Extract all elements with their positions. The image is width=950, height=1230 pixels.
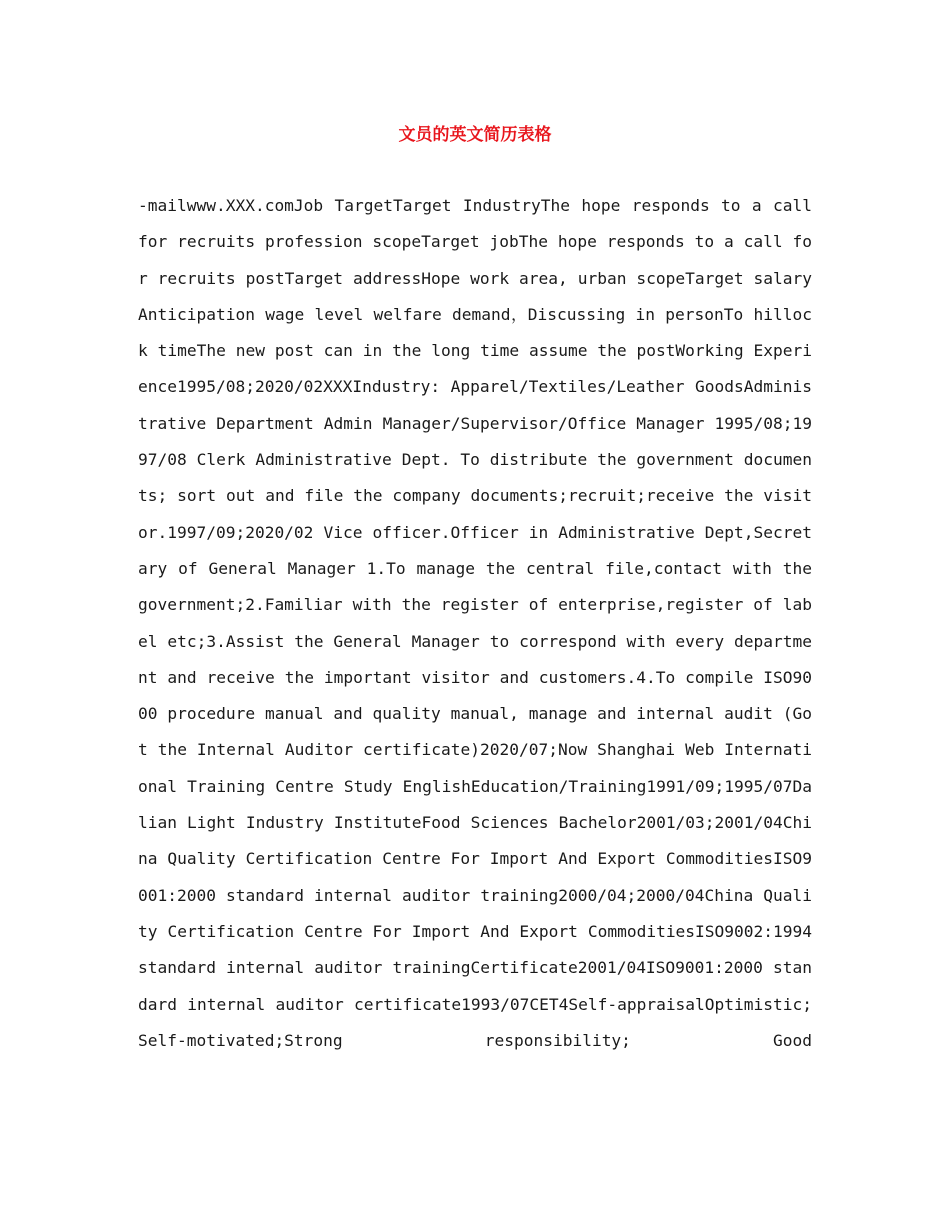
document-title: 文员的英文简历表格 <box>398 125 552 145</box>
resume-body-text: -mailwww.XXX.comJob TargetTarget IndustryThe hope responds to a call for recruits profession scopeTarget jobThe hope responds to a call for recruits postTarget addressHope work area, urban scopeTarget salaryAnticipation wage level welfare demand，Discussing in personTo hillock timeThe new post can in the long time assume the postWorking Experience1995/08;2020/02XXXIndustry: Apparel/Textiles/Leather GoodsAdministrative Department Admin Manager/Supervisor/Office Manager 1995/08;1997/08 Clerk Administrative Dept. To distribute the government documents; sort out and file the company documents;recruit;receive the visitor.1997/09;2020/02 Vice officer.Officer in Administrative Dept,Secretary of General Manager 1.To manage the central file,contact with the government;2.Familiar with the register of enterprise,register of label etc;3.Assist the General Manager to correspond with every department and receive the important visitor and customers.4.To compile ISO9000 procedure manual and quality manual, manage and internal audit (Got the Internal Auditor certificate)2020/07;Now Shanghai Web International Training Centre Study EnglishEducation/Training1991/09;1995/07Dalian Light Industry InstituteFood Sciences Bachelor2001/03;2001/04China Quality Certification Centre For Import And Export CommoditiesISO9001:2000 standard internal auditor training2000/04;2000/04China Quality Certification Centre For Import And Export CommoditiesISO9002:1994 standard internal auditor trainingCertificate2001/04ISO9001:2000 standard internal auditor certificate1993/07CET4Self-appraisalOptimistic;Self-motivated;Strong responsibility; Good <box>138 196 812 1050</box>
